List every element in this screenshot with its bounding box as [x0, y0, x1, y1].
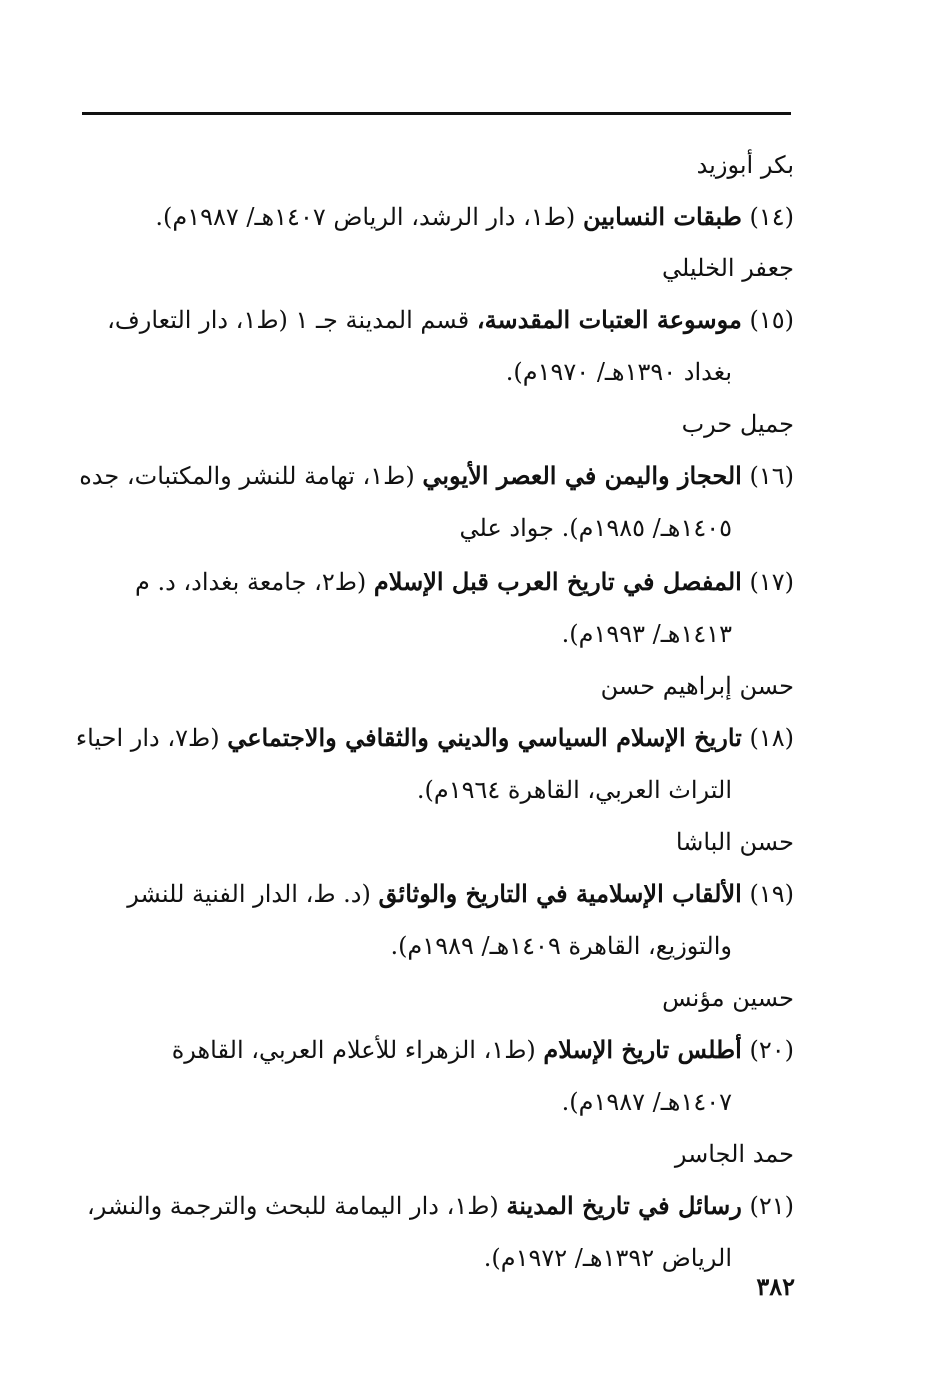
author-name: حسين مؤنس [662, 984, 794, 1012]
entry-line [82, 190, 794, 243]
entry-title: الألقاب الإسلامية في التاريخ والوثائق [378, 879, 742, 908]
entry-title: أطلس تاريخ الإسلام [543, 1035, 742, 1064]
entry-title: موسوعة العتبات المقدسة، [476, 305, 742, 334]
entry-details: (ط١، تهامة للنشر والمكتبات، جده [79, 462, 415, 490]
entry-number: (١٨) [749, 724, 794, 752]
author-name: حمد الجاسر [674, 1140, 794, 1168]
bibliography-entry [82, 1023, 794, 1129]
entry-details: (د. ط، الدار الفنية للنشر [127, 880, 371, 908]
entry-details: (ط٧، دار احياء [75, 724, 220, 752]
bibliography-entry [82, 293, 794, 399]
entry-title: الحجاز واليمن في العصر الأيوبي [422, 461, 742, 490]
entry-title: تاريخ الإسلام السياسي والديني والثقافي والاجتماعي [227, 723, 742, 752]
entry-line [82, 1179, 794, 1232]
entry-continuation: الرياض ١٣٩٢هـ/ ١٩٧٢م). [483, 1244, 732, 1272]
bibliography-entry [82, 1179, 794, 1285]
entry-title: طبقات النسابين [582, 202, 742, 231]
header-rule [82, 112, 791, 115]
entry-line [82, 1023, 794, 1076]
entry-continuation: ١٤١٣هـ/ ١٩٩٣م). [561, 620, 732, 648]
bibliography-page [75, 140, 794, 1285]
page-number: ٣٨٢ [756, 1272, 795, 1301]
bibliography-entry [82, 867, 794, 973]
bibliography-entry [75, 711, 794, 817]
entry-continuation: والتوزيع، القاهرة ١٤٠٩هـ/ ١٩٨٩م). [390, 932, 732, 960]
entry-line [75, 711, 794, 764]
entry-number: (١٤) [749, 203, 794, 231]
entry-number: (١٦) [749, 462, 794, 490]
entry-continuation: ١٤٠٧هـ/ ١٩٨٧م). [561, 1088, 732, 1116]
entry-line [82, 867, 794, 920]
entry-title: رسائل في تاريخ المدينة [506, 1191, 742, 1220]
entry-details: (ط١، الزهراء للأعلام العربي، القاهرة [171, 1036, 536, 1064]
entry-number: (١٧) [749, 568, 794, 596]
author-name: جعفر الخليلي [661, 254, 794, 282]
entry-details: قسم المدينة جـ ١ (ط١، دار التعارف، [107, 306, 470, 334]
entry-number: (١٥) [749, 306, 794, 334]
entry-number: (٢٠) [749, 1036, 794, 1064]
entry-number: (١٩) [749, 880, 794, 908]
author-name: جميل حرب [681, 410, 794, 438]
entry-continuation: ١٤٠٥هـ/ ١٩٨٥م). جواد علي [459, 514, 732, 542]
bibliography-entry [82, 555, 794, 661]
author-name: حسن الباشا [675, 828, 794, 856]
entry-line [82, 293, 794, 346]
entry-line [82, 555, 794, 608]
bibliography-entry [79, 449, 794, 555]
author-name: بكر أبوزيد [696, 151, 794, 179]
entry-details: (ط١، دار اليمامة للبحث والترجمة والنشر، [86, 1192, 499, 1220]
entry-details: (ط٢، جامعة بغداد، د. م [134, 568, 367, 596]
entry-details: (ط١، دار الرشد، الرياض ١٤٠٧هـ/ ١٩٨٧م). [155, 203, 576, 231]
entry-continuation: بغداد ١٣٩٠هـ/ ١٩٧٠م). [505, 358, 732, 386]
author-name: حسن إبراهيم حسن [600, 672, 794, 700]
entry-continuation: التراث العربي، القاهرة ١٩٦٤م). [416, 776, 732, 804]
entry-line [79, 449, 794, 502]
bibliography-entry [82, 190, 794, 243]
entry-title: المفصل في تاريخ العرب قبل الإسلام [373, 567, 742, 596]
entry-number: (٢١) [749, 1192, 794, 1220]
